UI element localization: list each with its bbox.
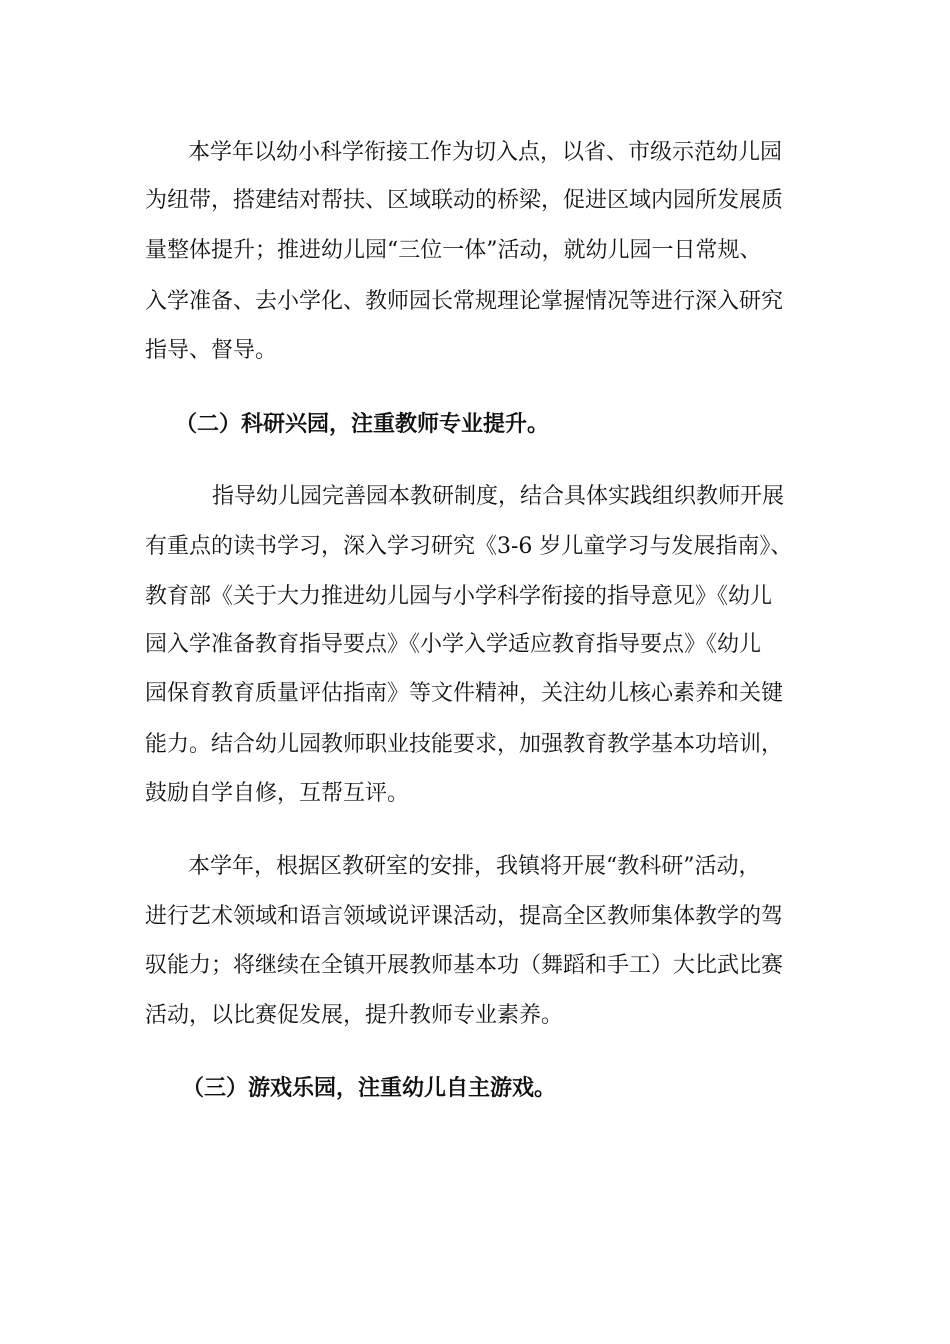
paragraph-line: 为纽带，搭建结对帮扶、区域联动的桥梁，促进区域内园所发展质 (145, 188, 784, 213)
paragraph-line: 园保育教育质量评估指南》等文件精神，关注幼儿核心素养和关键 (145, 681, 784, 706)
paragraph-line: 本学年以幼小科学衔接工作为切入点，以省、市级示范幼儿园 (188, 140, 783, 165)
paragraph-line: 鼓励自学自修，互帮互评。 (145, 781, 410, 806)
section-heading-2: （二）科研兴园，注重教师专业提升。 (175, 411, 550, 437)
paragraph-line: 指导幼儿园完善园本教研制度，结合具体实践组织教师开展 (212, 484, 785, 509)
paragraph-line: 指导、督导。 (145, 338, 278, 363)
paragraph-line: 入学准备、去小学化、教师园长常规理论掌握情况等进行深入研究 (145, 289, 784, 314)
paragraph-line: 驭能力；将继续在全镇开展教师基本功（舞蹈和手工）大比武比赛 (145, 953, 784, 978)
paragraph-line: 有重点的读书学习，深入学习研究《3-6 岁儿童学习与发展指南》、 (145, 534, 793, 559)
paragraph-line: 量整体提升；推进幼儿园“三位一体”活动，就幼儿园一日常规、 (145, 238, 762, 263)
paragraph-line: 活动，以比赛促发展，提升教师专业素养。 (145, 1003, 564, 1028)
paragraph-line: 教育部《关于大力推进幼儿园与小学科学衔接的指导意见》《幼儿 (145, 584, 773, 609)
paragraph-line: 进行艺术领域和语言领域说评课活动，提高全区教师集体教学的驾 (145, 904, 784, 929)
paragraph-line: 能力。结合幼儿园教师职业技能要求，加强教育教学基本功培训， (145, 732, 784, 757)
section-heading-3: （三）游戏乐园，注重幼儿自主游戏。 (182, 1075, 557, 1101)
paragraph-line: 园入学准备教育指导要点》《小学入学适应教育指导要点》《幼儿 (145, 632, 762, 657)
paragraph-line: 本学年，根据区教研室的安排，我镇将开展“教科研”活动， (188, 854, 761, 879)
